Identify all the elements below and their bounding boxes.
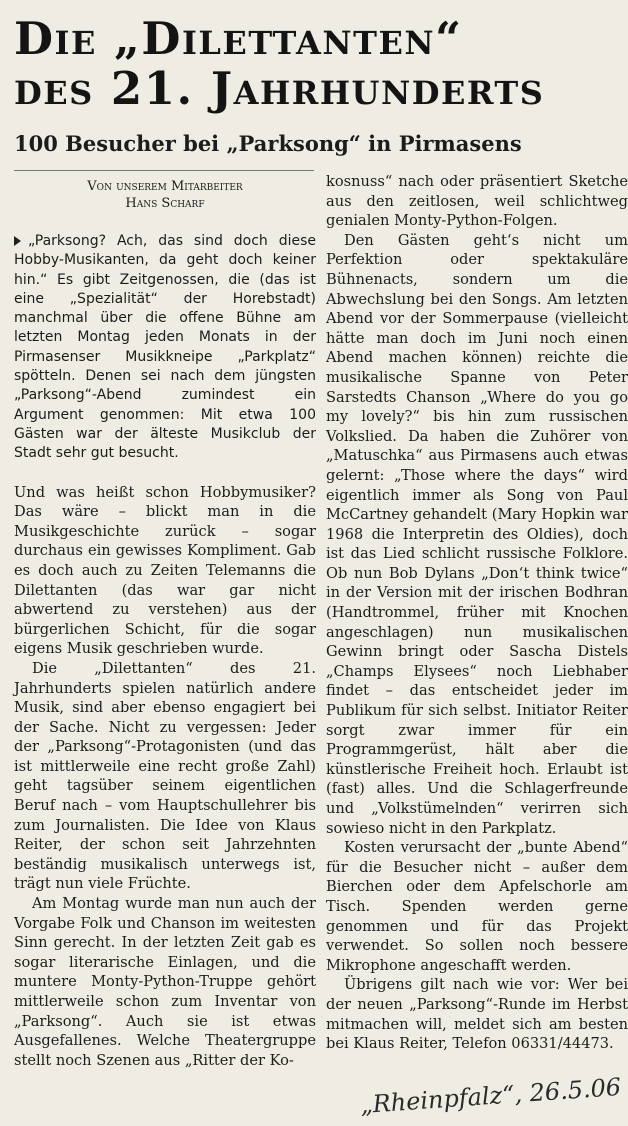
paragraph: Und was heißt schon Hobbymusiker? Das wäre – blickt man in die Musikgeschichte zurück – sogar durchaus ein gewisses Kompliment. Gab es doch auch zu Zeiten Telemanns die Dilettanten (das war gar nicht abwertend zu verstehen) aus der bürgerlichen Schicht, für die sogar eigens Musik geschrieben wurde. — [14, 483, 316, 658]
lead-text: „Parksong? Ach, das sind doch diese Hobby-Musikanten, da geht doch keiner hin.“ Es gibt Zeitgenossen, die (das ist eine „Spezialität“ der Horebstadt) manchmal über die offene Bühne am letzten Montag jeden Monats in der Pirmasenser Musikkneipe „Parkplatz“ spötteln. Denen sei nach dem jüngsten „Parksong“-Abend zumindest ein Argument genommen: Mit etwa 100 Gästen war der älteste Musikclub der Stadt sehr gut besucht. — [14, 233, 316, 462]
lead-paragraph — [14, 232, 316, 464]
handwritten-source-note: „Rheinpfalz“, 26.5.06 — [359, 1072, 622, 1120]
headline-line-1: Die „Dilettanten“ — [14, 12, 463, 65]
subtitle: 100 Besucher bei „Parksong“ in Pirmasens — [14, 131, 522, 156]
headline — [14, 14, 614, 114]
author-byline — [14, 178, 316, 212]
headline-line-2: des 21. Jahrhunderts — [14, 62, 545, 115]
divider-rule — [14, 170, 314, 171]
paragraph: kosnuss“ nach oder präsentiert Sketche aus den zeitlosen, weil schlichtweg genialen Monty-Python-Folgen. — [326, 173, 628, 230]
author-line-2: Hans Scharf — [125, 196, 205, 211]
paragraph: Die „Dilettanten“ des 21. Jahrhunderts spielen natürlich andere Musik, sind aber ebenso engagiert bei der Sache. Nicht zu vergessen: Jeder der „Parksong“-Protagonisten (und das ist mittlerweile eine recht große Zahl) geht tagsüber seinem eigentlichen Beruf nach – vom Hauptschullehrer bis zum Journalisten. Die Idee von Klaus Reiter, der schon seit Jahrzehnten beständig musikalisch unterwegs ist, trägt nun viele Früchte. — [14, 659, 316, 893]
paragraph: Am Montag wurde man nun auch der Vorgabe Folk und Chanson im weitesten Sinn gerecht. In der letzten Zeit gab es sogar literarische Einlagen, und die muntere Monty-Python-Truppe gehört mittlerweile schon zum Inventar von „Parksong“. Auch sie ist etwas Ausgefallenes. Welche Theatergruppe stellt noch Szenen aus „Ritter der Ko- — [14, 895, 316, 1069]
paragraph: Übrigens gilt nach wie vor: Wer bei der neuen „Parksong“-Runde im Herbst mitmachen will, meldet sich am besten bei Klaus Reiter, Telefon 06331/44473. — [326, 976, 628, 1053]
article-column-left — [14, 178, 316, 1070]
author-line-1: Von unserem Mitarbeiter — [87, 179, 243, 194]
lead-arrow-icon — [14, 236, 21, 246]
paragraph: Kosten verursacht der „bunte Abend“ für die Besucher nicht – außer dem Bierchen oder dem Apfelschorle am Tisch. Spenden werden gerne genommen und für das Projekt verwendet. So sollen noch bessere Mikrophone angeschafft werden. — [326, 839, 628, 974]
paragraph: Den Gästen geht‘s nicht um Perfektion oder spektakuläre Bühnenacts, sondern um die Abwechslung bei den Songs. Am letzten Abend vor der Sommerpause (vielleicht hätte man doch im Juni noch einen Abend machen können) reichte die musikalische Spanne von Peter Sarstedts Chanson „Where do you go my lovely?“ bis hin zum russischen Volkslied. Da haben die Zuhörer von „Matuschka“ aus Pirmasens auch etwas gelernt: „Those where the days“ wird eigentlich immer als Song von Paul McCartney gehandelt (Mary Hopkin war 1968 die Interpretin des Oldies), doch ist das Lied schlicht russische Folklore. Ob nun Bob Dylans „Don‘t think twice“ in der Version mit der irischen Bodhran (Handtrommel, früher mit Knochen angeschlagen) nun musikalischen Gewinn bringt oder Sascha Distels „Champs Elysees“ noch Liebhaber findet – das entscheidet jeder im Publikum für sich selbst. Initiator Reiter sorgt zwar immer für ein Programmgerüst, hält aber die künstlerische Freiheit hoch. Erlaubt ist (fast) alles. Und die Schlagerfreunde und „Volkstümelnden“ verirren sich sowieso nicht in den Parkplatz. — [326, 231, 628, 837]
article-column-right — [326, 172, 628, 1054]
